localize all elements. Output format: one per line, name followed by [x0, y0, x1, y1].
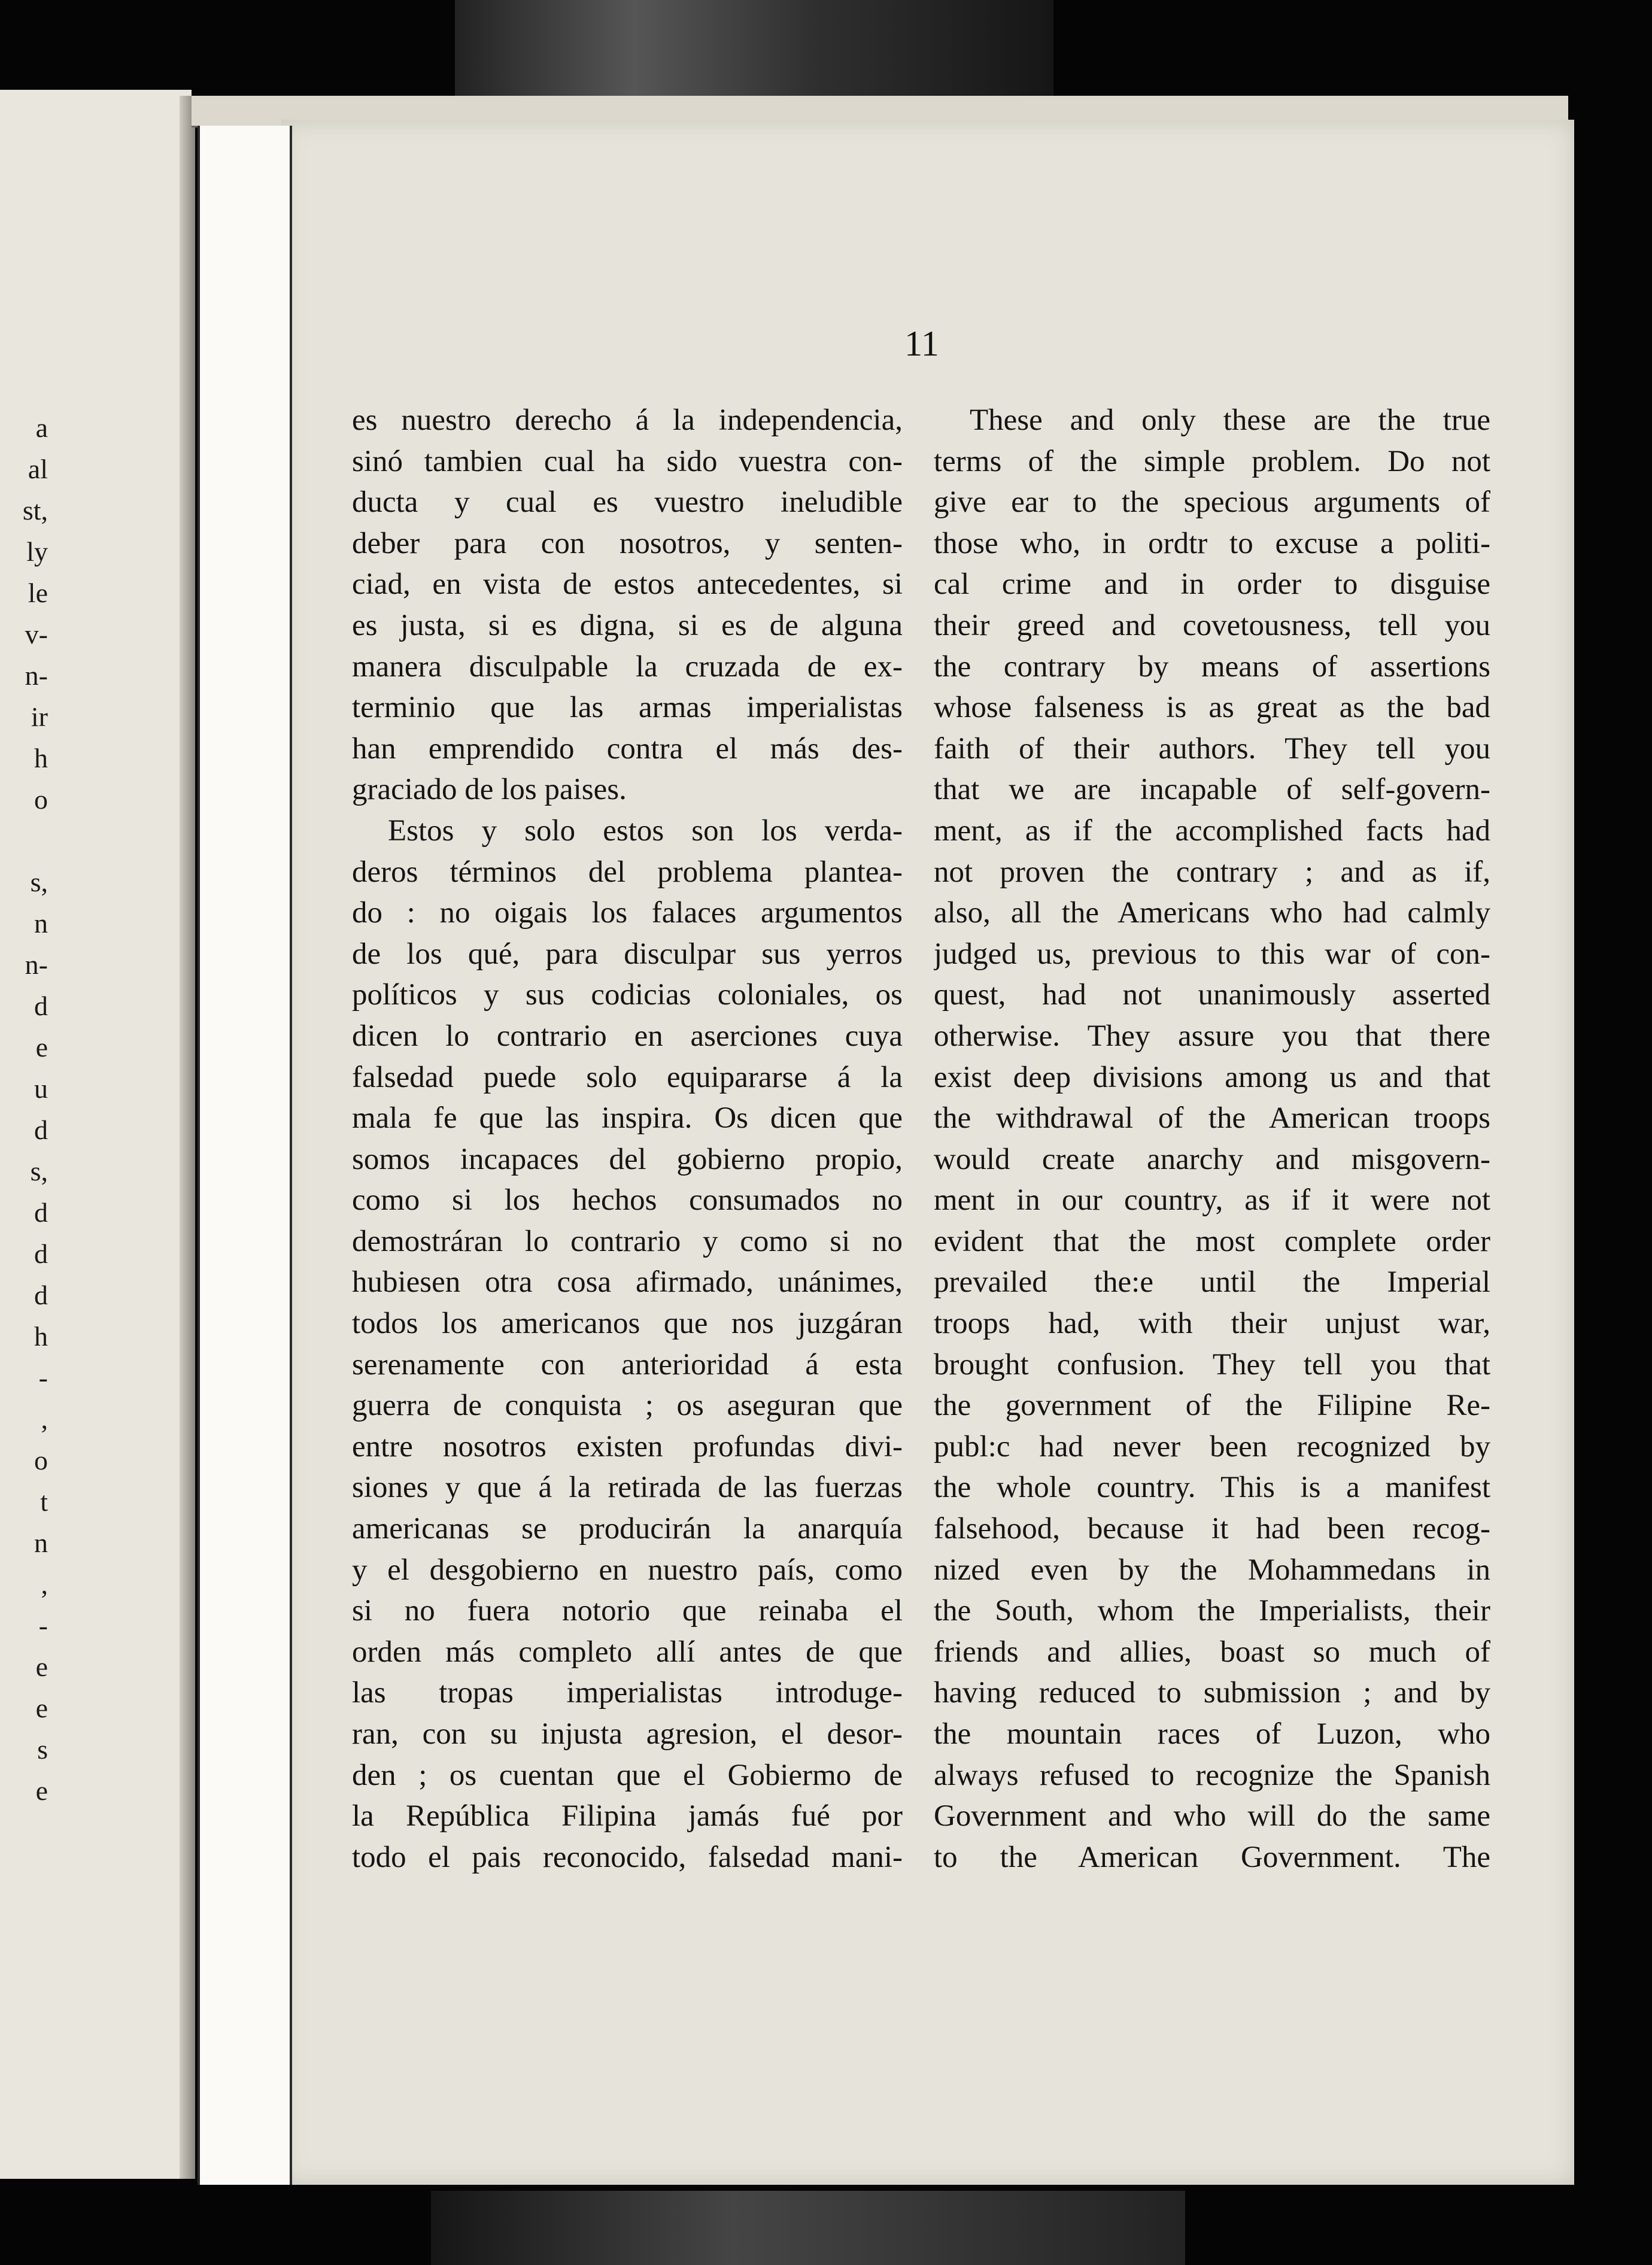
english-column-line: to the American Government. The: [934, 1840, 1490, 1874]
previous-page-fragment: d: [34, 1115, 48, 1145]
binding-strip: [198, 126, 292, 2185]
english-column-line: whose falseness is as great as the bad: [934, 691, 1490, 725]
spanish-column-line: deros términos del problema plantea-: [352, 855, 903, 889]
english-column-line: their greed and covetousness, tell you: [934, 608, 1490, 642]
previous-page-fragment: ir: [31, 702, 48, 732]
english-column-line: the contrary by means of assertions: [934, 649, 1490, 684]
english-column-line: brought confusion. They tell you that: [934, 1347, 1490, 1382]
english-column: [934, 400, 1490, 1878]
spanish-column-line: Estos y solo estos son los verda-: [388, 813, 903, 848]
spanish-column-line: ducta y cual es vuestro ineludible: [352, 485, 903, 520]
previous-page-fragment: n-: [25, 949, 48, 980]
english-column-line: friends and allies, boast so much of: [934, 1635, 1490, 1669]
english-column-line: those who, in ordtr to excuse a politi-: [934, 526, 1490, 560]
spanish-column-line: somos incapaces del gobierno propio,: [352, 1142, 903, 1176]
previous-page-fragment: [0, 820, 48, 861]
english-column-line: Government and who will do the same: [934, 1799, 1490, 1833]
spanish-column-line: serenamente con anterioridad á esta: [352, 1347, 903, 1382]
previous-page-fragment: e: [35, 1693, 48, 1723]
spanish-column-line: y el desgobierno en nuestro país, como: [352, 1553, 903, 1587]
previous-page-fragment: n: [34, 908, 48, 939]
previous-page-fragment: a: [35, 412, 48, 443]
previous-page-fragment: t: [40, 1486, 48, 1517]
previous-page-fragment: d: [34, 1238, 48, 1269]
page-number: 11: [904, 324, 939, 363]
previous-page-fragment: n: [34, 1528, 48, 1558]
spanish-column-line: ciad, en vista de estos antecedentes, si: [352, 567, 903, 602]
spanish-column-line: la República Filipina jamás fué por: [352, 1799, 903, 1833]
spanish-column-line: dicen lo contrario en aserciones cuya: [352, 1019, 903, 1053]
spanish-column-line: de los qué, para disculpar sus yerros: [352, 937, 903, 971]
spanish-column-line: políticos y sus codicias coloniales, os: [352, 978, 903, 1012]
english-column-line: troops had, with their unjust war,: [934, 1307, 1490, 1341]
english-column-line: judged us, previous to this war of con-: [934, 937, 1490, 971]
english-column-line: the government of the Filipine Re-: [934, 1389, 1490, 1423]
english-column-line: nized even by the Mohammedans in: [934, 1553, 1490, 1587]
english-column-line: give ear to the specious arguments of: [934, 485, 1490, 520]
spanish-column-line: guerra de conquista ; os aseguran que: [352, 1389, 903, 1423]
previous-page-fragments: [0, 407, 48, 1811]
spanish-column-line: todo el pais reconocido, falsedad mani-: [352, 1840, 903, 1874]
english-column-line: publ:c had never been recognized by: [934, 1429, 1490, 1464]
previous-page-fragment: st,: [22, 495, 48, 526]
spanish-column-line: mala fe que las inspira. Os dicen que: [352, 1101, 903, 1135]
previous-page-fragment: s: [37, 1734, 48, 1765]
scan-bottom-shadow: [431, 2191, 1185, 2265]
spanish-column-line: las tropas imperialistas introduge-: [352, 1676, 903, 1710]
spanish-column-line: si no fuera notorio que reinaba el: [352, 1594, 903, 1628]
spanish-column-line: han emprendido contra el más des-: [352, 731, 903, 766]
spanish-column-line: demostráran lo contrario y como si no: [352, 1224, 903, 1258]
spanish-column-line: den ; os cuentan que el Gobiermo de: [352, 1758, 903, 1792]
previous-page-fragment: v-: [25, 619, 48, 649]
previous-page-fragment: ,: [41, 1569, 48, 1599]
spanish-column-line: es justa, si es digna, si es de alguna: [352, 608, 903, 642]
spanish-column-line: todos los americanos que nos juzgáran: [352, 1307, 903, 1341]
english-column-line: otherwise. They assure you that there: [934, 1019, 1490, 1053]
previous-page-fragment: ,: [41, 1404, 48, 1434]
spanish-column-line: graciado de los paises.: [352, 773, 627, 807]
spanish-column-line: americanas se producirán la anarquía: [352, 1512, 903, 1546]
english-column-line: cal crime and in order to disguise: [934, 567, 1490, 602]
spanish-column-line: deber para con nosotros, y senten-: [352, 526, 903, 560]
english-column-line: the South, whom the Imperialists, their: [934, 1594, 1490, 1628]
previous-page-fragment: -: [38, 1362, 48, 1393]
english-column-line: terms of the simple problem. Do not: [934, 444, 1490, 478]
english-column-line: ment in our country, as if it were not: [934, 1183, 1490, 1217]
previous-page-fragment: -: [38, 1610, 48, 1641]
previous-page-fragment: o: [34, 1445, 48, 1475]
spanish-column: [352, 400, 903, 1878]
previous-page-fragment: le: [28, 578, 48, 608]
previous-page-fragment: e: [35, 1651, 48, 1682]
previous-page-fragment: h: [34, 743, 48, 773]
previous-page-fragment: d: [34, 991, 48, 1021]
english-column-line: These and only these are the true: [970, 403, 1490, 437]
previous-page-fragment: s,: [30, 1156, 48, 1186]
english-column-line: evident that the most complete order: [934, 1224, 1490, 1258]
spanish-column-line: do : no oigais los falaces argumentos: [352, 896, 903, 930]
spanish-column-line: ran, con su injusta agresion, el desor-: [352, 1717, 903, 1751]
english-column-line: the whole country. This is a manifest: [934, 1471, 1490, 1505]
previous-page-fragment: o: [34, 784, 48, 815]
english-column-line: prevailed the:e until the Imperial: [934, 1265, 1490, 1300]
previous-page-fragment: u: [34, 1073, 48, 1104]
english-column-line: that we are incapable of self-govern-: [934, 773, 1490, 807]
english-column-line: ment, as if the accomplished facts had: [934, 813, 1490, 848]
previous-page-fragment: h: [34, 1321, 48, 1352]
english-column-line: the mountain races of Luzon, who: [934, 1717, 1490, 1751]
spanish-column-line: hubiesen otra cosa afirmado, unánimes,: [352, 1265, 903, 1300]
previous-page-fragment: n-: [25, 660, 48, 691]
english-column-line: having reduced to submission ; and by: [934, 1676, 1490, 1710]
english-column-line: always refused to recognize the Spanish: [934, 1758, 1490, 1792]
spanish-column-line: siones y que á la retirada de las fuerzas: [352, 1471, 903, 1505]
scan-top-shadow: [455, 0, 1053, 102]
spanish-column-line: es nuestro derecho á la independencia,: [352, 403, 903, 437]
spanish-column-line: terminio que las armas imperialistas: [352, 691, 903, 725]
spanish-column-line: entre nosotros existen profundas divi-: [352, 1429, 903, 1464]
english-column-line: exist deep divisions among us and that: [934, 1060, 1490, 1094]
previous-page-fragment: e: [35, 1775, 48, 1806]
previous-page-fragment: ly: [26, 536, 48, 567]
previous-page-fragment: al: [28, 454, 48, 484]
spanish-column-line: falsedad puede solo equipararse á la: [352, 1060, 903, 1094]
english-column-line: would create anarchy and misgovern-: [934, 1142, 1490, 1176]
english-column-line: quest, had not unanimously asserted: [934, 978, 1490, 1012]
previous-page-fragment: d: [34, 1197, 48, 1228]
english-column-line: falsehood, because it had been recog-: [934, 1512, 1490, 1546]
spanish-column-line: sinó tambien cual ha sido vuestra con-: [352, 444, 903, 478]
english-column-line: also, all the Americans who had calmly: [934, 896, 1490, 930]
previous-page-fragment: e: [35, 1032, 48, 1062]
english-column-line: the withdrawal of the American troops: [934, 1101, 1490, 1135]
spanish-column-line: como si los hechos consumados no: [352, 1183, 903, 1217]
english-column-line: faith of their authors. They tell you: [934, 731, 1490, 766]
spanish-column-line: manera disculpable la cruzada de ex-: [352, 649, 903, 684]
previous-page-fragment: d: [34, 1280, 48, 1310]
previous-page-edge: [180, 96, 195, 2179]
spanish-column-line: orden más completo allí antes de que: [352, 1635, 903, 1669]
previous-page-fragment: s,: [30, 867, 48, 897]
english-column-line: not proven the contrary ; and as if,: [934, 855, 1490, 889]
